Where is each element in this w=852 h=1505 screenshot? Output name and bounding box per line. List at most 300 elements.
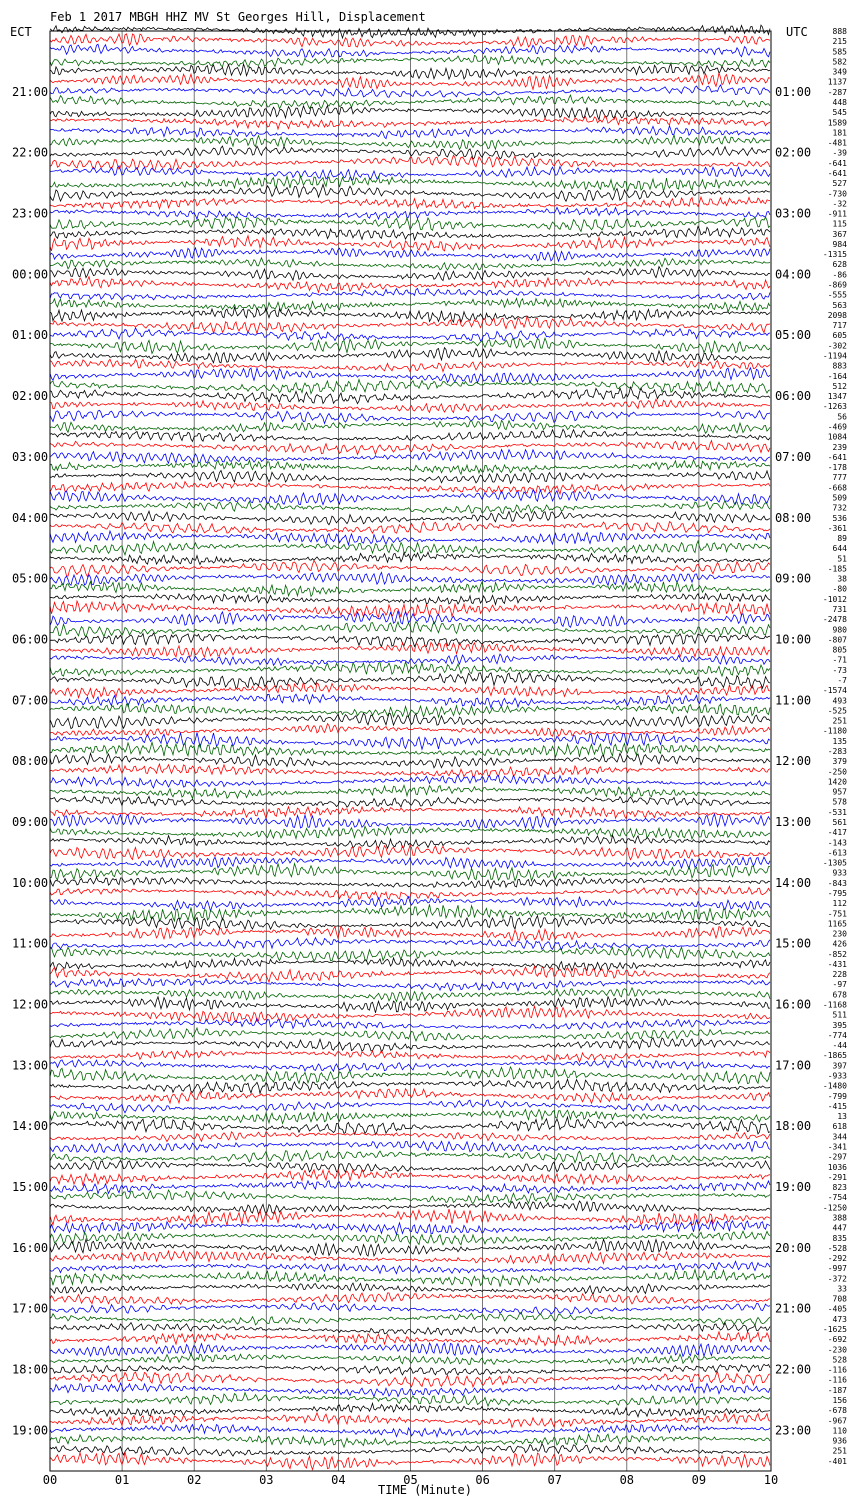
trace-value-label: 883	[832, 361, 847, 371]
trace-value-label: -481	[827, 138, 847, 148]
trace-line	[50, 116, 770, 129]
left-hour-label: 22:00	[12, 145, 49, 160]
trace-value-label: -302	[827, 341, 847, 351]
trace-line	[50, 531, 770, 545]
trace-line	[50, 633, 770, 647]
trace-value-label: -1263	[822, 402, 847, 412]
trace-value-label: 89	[837, 534, 847, 544]
x-tick-label-03: 03	[259, 1473, 274, 1487]
left-hour-label: 05:00	[12, 571, 49, 586]
trace-value-label: 1347	[827, 392, 847, 402]
right-hour-label: 07:00	[775, 449, 812, 464]
left-hour-label: 12:00	[12, 997, 49, 1012]
x-tick-label-00: 00	[42, 1473, 58, 1487]
left-hour-label: 09:00	[12, 814, 49, 829]
trace-value-label: -1180	[822, 726, 847, 736]
trace-value-label: 708	[832, 1294, 847, 1304]
left-hour-label: 10:00	[12, 875, 49, 890]
trace-value-label: 644	[832, 544, 847, 554]
trace-value-label: 1084	[827, 432, 847, 442]
trace-line	[50, 1293, 770, 1304]
trace-value-label: 605	[832, 331, 847, 341]
trace-value-label: 1165	[827, 919, 847, 929]
trace-value-label: 56	[837, 412, 847, 422]
trace-line	[50, 1110, 770, 1124]
trace-value-label: 628	[832, 260, 847, 270]
trace-line	[50, 217, 770, 231]
trace-line	[50, 1181, 770, 1194]
trace-line	[50, 288, 770, 300]
trace-value-label: -774	[827, 1030, 847, 1040]
trace-line	[50, 64, 770, 79]
trace-line	[50, 785, 770, 798]
left-hour-label: 16:00	[12, 1240, 49, 1255]
left-hour-labels	[12, 85, 48, 1438]
trace-value-label: -7	[837, 676, 847, 686]
right-hour-label: 21:00	[775, 1301, 812, 1316]
trace-value-label: -1865	[822, 1051, 847, 1061]
trace-line	[50, 1251, 770, 1264]
trace-value-label: -469	[827, 422, 847, 432]
left-hour-label: 19:00	[12, 1423, 49, 1438]
trace-value-label: 823	[832, 1183, 847, 1193]
trace-value-label: 717	[832, 321, 847, 331]
trace-line	[50, 277, 770, 293]
trace-line	[50, 1089, 770, 1104]
trace-line	[50, 441, 770, 455]
trace-line	[50, 775, 770, 788]
trace-line	[50, 34, 770, 47]
trace-line	[50, 1323, 770, 1335]
trace-line	[50, 1209, 770, 1225]
trace-value-label: -1315	[822, 250, 847, 260]
left-hour-label: 07:00	[12, 693, 49, 708]
trace-line	[50, 947, 770, 961]
trace-value-labels	[823, 27, 847, 1466]
right-hour-label: 02:00	[775, 145, 812, 160]
trace-value-label: 33	[837, 1284, 847, 1294]
x-tick-label-09: 09	[691, 1473, 707, 1487]
trace-line	[50, 207, 770, 219]
trace-line	[50, 460, 770, 474]
trace-value-label: 545	[832, 108, 847, 118]
trace-line	[50, 1312, 770, 1325]
trace-value-label: -116	[827, 1365, 847, 1375]
right-hour-label: 18:00	[775, 1119, 812, 1134]
trace-value-label: -843	[827, 878, 847, 888]
left-hour-label: 17:00	[12, 1301, 49, 1316]
x-tick-label-05: 05	[403, 1473, 418, 1487]
trace-value-label: 349	[832, 67, 847, 77]
trace-value-label: -1625	[822, 1325, 847, 1335]
trace-value-label: -641	[827, 158, 847, 168]
trace-value-label: -641	[827, 168, 847, 178]
trace-line	[50, 166, 770, 180]
trace-value-label: -415	[827, 1101, 847, 1111]
trace-line	[50, 886, 770, 899]
trace-value-label: 2098	[827, 310, 847, 320]
right-hour-label: 08:00	[775, 510, 812, 525]
trace-line	[50, 471, 770, 484]
trace-line	[50, 1038, 770, 1052]
trace-line	[50, 1239, 770, 1256]
right-hour-label: 06:00	[775, 389, 812, 404]
trace-line	[50, 1383, 770, 1396]
trace-value-label: -933	[827, 1071, 847, 1081]
trace-value-label: 156	[832, 1396, 847, 1406]
trace-value-label: 561	[832, 817, 847, 827]
trace-value-label: 215	[832, 37, 847, 47]
trace-value-label: 512	[832, 381, 847, 391]
plot-title: Feb 1 2017 MBGH HHZ MV St Georges Hill, Displacement	[50, 10, 426, 24]
right-timezone-label: UTC	[786, 25, 808, 39]
trace-value-label: -250	[827, 767, 847, 777]
x-tick-labels	[43, 1473, 778, 1487]
trace-line	[50, 1100, 770, 1113]
trace-line	[50, 1343, 770, 1356]
trace-line	[50, 1117, 770, 1135]
trace-line	[50, 958, 770, 971]
trace-value-label: 835	[832, 1233, 847, 1243]
trace-line	[50, 724, 770, 737]
trace-value-label: -283	[827, 747, 847, 756]
trace-line	[50, 1141, 770, 1152]
trace-line	[50, 155, 770, 170]
left-hour-label: 11:00	[12, 936, 49, 951]
trace-value-label: 367	[832, 229, 847, 239]
trace-value-label: -852	[827, 949, 847, 959]
trace-line	[50, 1372, 770, 1387]
trace-line	[50, 1050, 770, 1062]
trace-line	[50, 704, 770, 718]
trace-line	[50, 764, 770, 777]
trace-line	[50, 796, 770, 807]
trace-value-label: 578	[832, 797, 847, 807]
x-tick-label-04: 04	[331, 1473, 346, 1487]
trace-value-label: -86	[832, 270, 847, 280]
trace-value-label: 1589	[827, 118, 847, 128]
right-hour-label: 16:00	[775, 997, 812, 1012]
trace-line	[50, 1161, 770, 1173]
trace-line	[50, 522, 770, 534]
trace-line	[50, 236, 770, 251]
trace-value-label: 527	[832, 179, 847, 189]
left-hour-label: 06:00	[12, 632, 49, 647]
trace-line	[50, 1303, 770, 1315]
trace-line	[50, 258, 770, 270]
trace-line	[50, 1332, 770, 1346]
trace-value-label: -185	[827, 564, 847, 574]
trace-value-label: -730	[827, 189, 847, 199]
trace-value-label: -230	[827, 1345, 847, 1355]
left-hour-label: 13:00	[12, 1058, 49, 1073]
trace-line	[50, 1283, 770, 1294]
trace-value-label: 251	[832, 716, 847, 726]
right-hour-label: 03:00	[775, 206, 812, 221]
x-tick-label-01: 01	[114, 1473, 130, 1487]
trace-value-label: -71	[832, 655, 847, 665]
trace-value-label: -73	[832, 665, 847, 675]
trace-value-label: -795	[827, 888, 847, 898]
trace-value-label: -869	[827, 280, 847, 290]
trace-value-label: -751	[827, 909, 847, 919]
right-hour-label: 13:00	[775, 814, 812, 829]
trace-line	[50, 967, 770, 982]
right-hour-label: 04:00	[775, 267, 812, 282]
trace-value-label: -1168	[822, 1000, 847, 1010]
trace-value-label: 239	[832, 442, 847, 452]
trace-line	[50, 328, 770, 341]
trace-value-label: -39	[832, 148, 847, 158]
trace-line	[50, 572, 770, 585]
trace-value-label: 473	[832, 1314, 847, 1324]
trace-value-label: -613	[827, 848, 847, 858]
trace-group	[50, 25, 770, 1469]
trace-line	[50, 926, 770, 941]
x-tick-label-08: 08	[619, 1473, 635, 1487]
trace-value-label: 732	[832, 503, 847, 513]
trace-line	[50, 410, 770, 423]
trace-value-label: -80	[832, 584, 847, 594]
trace-line	[50, 1170, 770, 1186]
trace-line	[50, 1393, 770, 1406]
trace-value-label: -1480	[822, 1081, 847, 1091]
trace-line	[50, 25, 770, 38]
trace-line	[50, 662, 770, 676]
trace-line	[50, 368, 770, 383]
trace-value-label: -1012	[822, 594, 847, 604]
trace-value-label: -297	[827, 1152, 847, 1162]
trace-value-label: -116	[827, 1375, 847, 1385]
trace-line	[50, 1079, 770, 1093]
trace-value-label: 585	[832, 47, 847, 57]
trace-value-label: 38	[837, 574, 847, 584]
x-tick-label-10: 10	[763, 1473, 779, 1487]
trace-line	[50, 938, 770, 950]
trace-value-label: -692	[827, 1335, 847, 1345]
trace-line	[50, 826, 770, 839]
trace-line	[50, 713, 770, 728]
right-hour-label: 09:00	[775, 571, 812, 586]
trace-line	[50, 399, 770, 412]
trace-value-label: -143	[827, 838, 847, 848]
trace-value-label: 936	[832, 1436, 847, 1446]
trace-line	[50, 1434, 770, 1447]
trace-value-label: 1137	[827, 77, 847, 87]
trace-line	[50, 1354, 770, 1365]
trace-line	[50, 1452, 770, 1470]
trace-line	[50, 482, 770, 494]
left-hour-label: 03:00	[12, 449, 49, 464]
right-hour-label: 17:00	[775, 1058, 812, 1073]
trace-line	[50, 298, 770, 311]
trace-value-label: 984	[832, 239, 847, 249]
x-axis-label: TIME (Minute)	[378, 1483, 472, 1497]
trace-value-label: 397	[832, 1061, 847, 1071]
trace-value-label: 582	[832, 57, 847, 67]
trace-line	[50, 176, 770, 191]
right-hour-label: 01:00	[775, 84, 812, 99]
trace-value-label: -1305	[822, 858, 847, 868]
trace-line	[50, 561, 770, 577]
trace-line	[50, 380, 770, 394]
right-hour-label: 20:00	[775, 1240, 812, 1255]
trace-line	[50, 1270, 770, 1287]
trace-line	[50, 1190, 770, 1204]
trace-value-label: -2478	[822, 615, 847, 625]
trace-value-label: -754	[827, 1193, 847, 1203]
trace-line	[50, 248, 770, 261]
right-hour-label: 23:00	[775, 1423, 812, 1438]
left-hour-label: 18:00	[12, 1362, 49, 1377]
trace-value-label: -97	[832, 980, 847, 990]
trace-value-label: -555	[827, 290, 847, 300]
right-hour-label: 11:00	[775, 693, 812, 708]
trace-line	[50, 126, 770, 139]
trace-line	[50, 387, 770, 404]
trace-line	[50, 916, 770, 930]
trace-line	[50, 359, 770, 371]
right-hour-label: 19:00	[775, 1180, 812, 1195]
left-hour-label: 08:00	[12, 754, 49, 769]
trace-value-label: -1194	[822, 351, 847, 361]
trace-line	[50, 501, 770, 514]
trace-line	[50, 85, 770, 97]
left-hour-label: 00:00	[12, 267, 49, 282]
trace-line	[50, 95, 770, 109]
trace-value-label: -531	[827, 807, 847, 817]
right-hour-label: 10:00	[775, 632, 812, 647]
trace-value-label: 344	[832, 1132, 847, 1142]
trace-value-label: -44	[832, 1041, 847, 1051]
trace-line	[50, 611, 770, 628]
left-hour-label: 14:00	[12, 1119, 49, 1134]
trace-line	[50, 1424, 770, 1436]
right-hour-labels	[775, 85, 811, 1438]
trace-line	[50, 541, 770, 555]
trace-value-label: 228	[832, 970, 847, 980]
trace-value-label: -32	[832, 199, 847, 209]
trace-value-label: -1250	[822, 1203, 847, 1213]
trace-line	[50, 601, 770, 617]
left-hour-label: 01:00	[12, 328, 49, 343]
trace-line	[50, 1019, 770, 1030]
trace-line	[50, 988, 770, 1002]
trace-value-label: -1574	[822, 686, 847, 696]
trace-value-label: -178	[827, 463, 847, 473]
trace-line	[50, 511, 770, 525]
trace-value-label: 426	[832, 939, 847, 949]
trace-value-label: -292	[827, 1254, 847, 1264]
trace-value-label: -911	[827, 209, 847, 219]
left-hour-label: 23:00	[12, 206, 49, 221]
right-hour-label: 12:00	[775, 754, 812, 769]
trace-value-label: -967	[827, 1416, 847, 1426]
trace-line	[50, 450, 770, 464]
trace-value-label: 181	[832, 128, 847, 138]
left-timezone-label: ECT	[10, 25, 32, 39]
trace-line	[50, 622, 770, 637]
trace-line	[50, 1006, 770, 1022]
trace-value-label: 13	[837, 1112, 847, 1122]
trace-value-label: 51	[837, 554, 847, 564]
trace-value-label: 112	[832, 899, 847, 909]
trace-line	[50, 1201, 770, 1214]
trace-line	[50, 753, 770, 768]
trace-line	[50, 135, 770, 150]
trace-value-label: -341	[827, 1142, 847, 1152]
trace-line	[50, 582, 770, 597]
trace-value-label: 957	[832, 787, 847, 797]
trace-value-label: -807	[827, 635, 847, 645]
trace-line	[50, 1060, 770, 1072]
trace-line	[50, 1261, 770, 1273]
trace-value-label: 115	[832, 219, 847, 229]
trace-value-label: 536	[832, 513, 847, 523]
trace-value-label: 980	[832, 625, 847, 635]
trace-value-label: 511	[832, 1010, 847, 1020]
trace-value-label: -372	[827, 1274, 847, 1284]
trace-value-label: 509	[832, 493, 847, 503]
trace-line	[50, 673, 770, 689]
trace-line	[50, 857, 770, 869]
trace-line	[50, 106, 770, 120]
trace-value-label: 888	[832, 27, 847, 36]
trace-value-label: 447	[832, 1223, 847, 1233]
trace-value-label: 678	[832, 990, 847, 1000]
trace-line	[50, 307, 770, 322]
trace-value-label: 395	[832, 1020, 847, 1030]
trace-line	[50, 1132, 770, 1142]
right-hour-label: 15:00	[775, 936, 812, 951]
trace-value-label: -678	[827, 1406, 847, 1416]
trace-line	[50, 429, 770, 441]
trace-value-label: -187	[827, 1385, 847, 1395]
trace-line	[50, 197, 770, 209]
trace-value-label: -417	[827, 828, 847, 838]
trace-value-label: 110	[832, 1426, 847, 1436]
trace-line	[50, 552, 770, 564]
trace-value-label: 493	[832, 696, 847, 706]
trace-value-label: -668	[827, 483, 847, 493]
trace-value-label: -164	[827, 371, 847, 381]
trace-line	[50, 184, 770, 201]
trace-line	[50, 979, 770, 991]
trace-line	[50, 1444, 770, 1456]
trace-value-label: -799	[827, 1091, 847, 1101]
trace-line	[50, 864, 770, 881]
trace-value-label: 528	[832, 1355, 847, 1365]
trace-line	[50, 267, 770, 281]
right-hour-label: 14:00	[775, 875, 812, 890]
trace-value-label: -291	[827, 1172, 847, 1182]
trace-line	[50, 1067, 770, 1084]
trace-value-label: 448	[832, 97, 847, 107]
trace-line	[50, 654, 770, 665]
left-hour-label: 02:00	[12, 389, 49, 404]
trace-line	[50, 1403, 770, 1417]
trace-value-label: 933	[832, 868, 847, 878]
trace-value-label: -361	[827, 523, 847, 533]
trace-value-label: -997	[827, 1264, 847, 1274]
right-hour-label: 05:00	[775, 328, 812, 343]
trace-line	[50, 1151, 770, 1164]
trace-line	[50, 420, 770, 433]
trace-value-label: -401	[827, 1456, 847, 1466]
left-hour-label: 21:00	[12, 84, 49, 99]
trace-value-label: 618	[832, 1122, 847, 1132]
trace-line	[50, 877, 770, 888]
